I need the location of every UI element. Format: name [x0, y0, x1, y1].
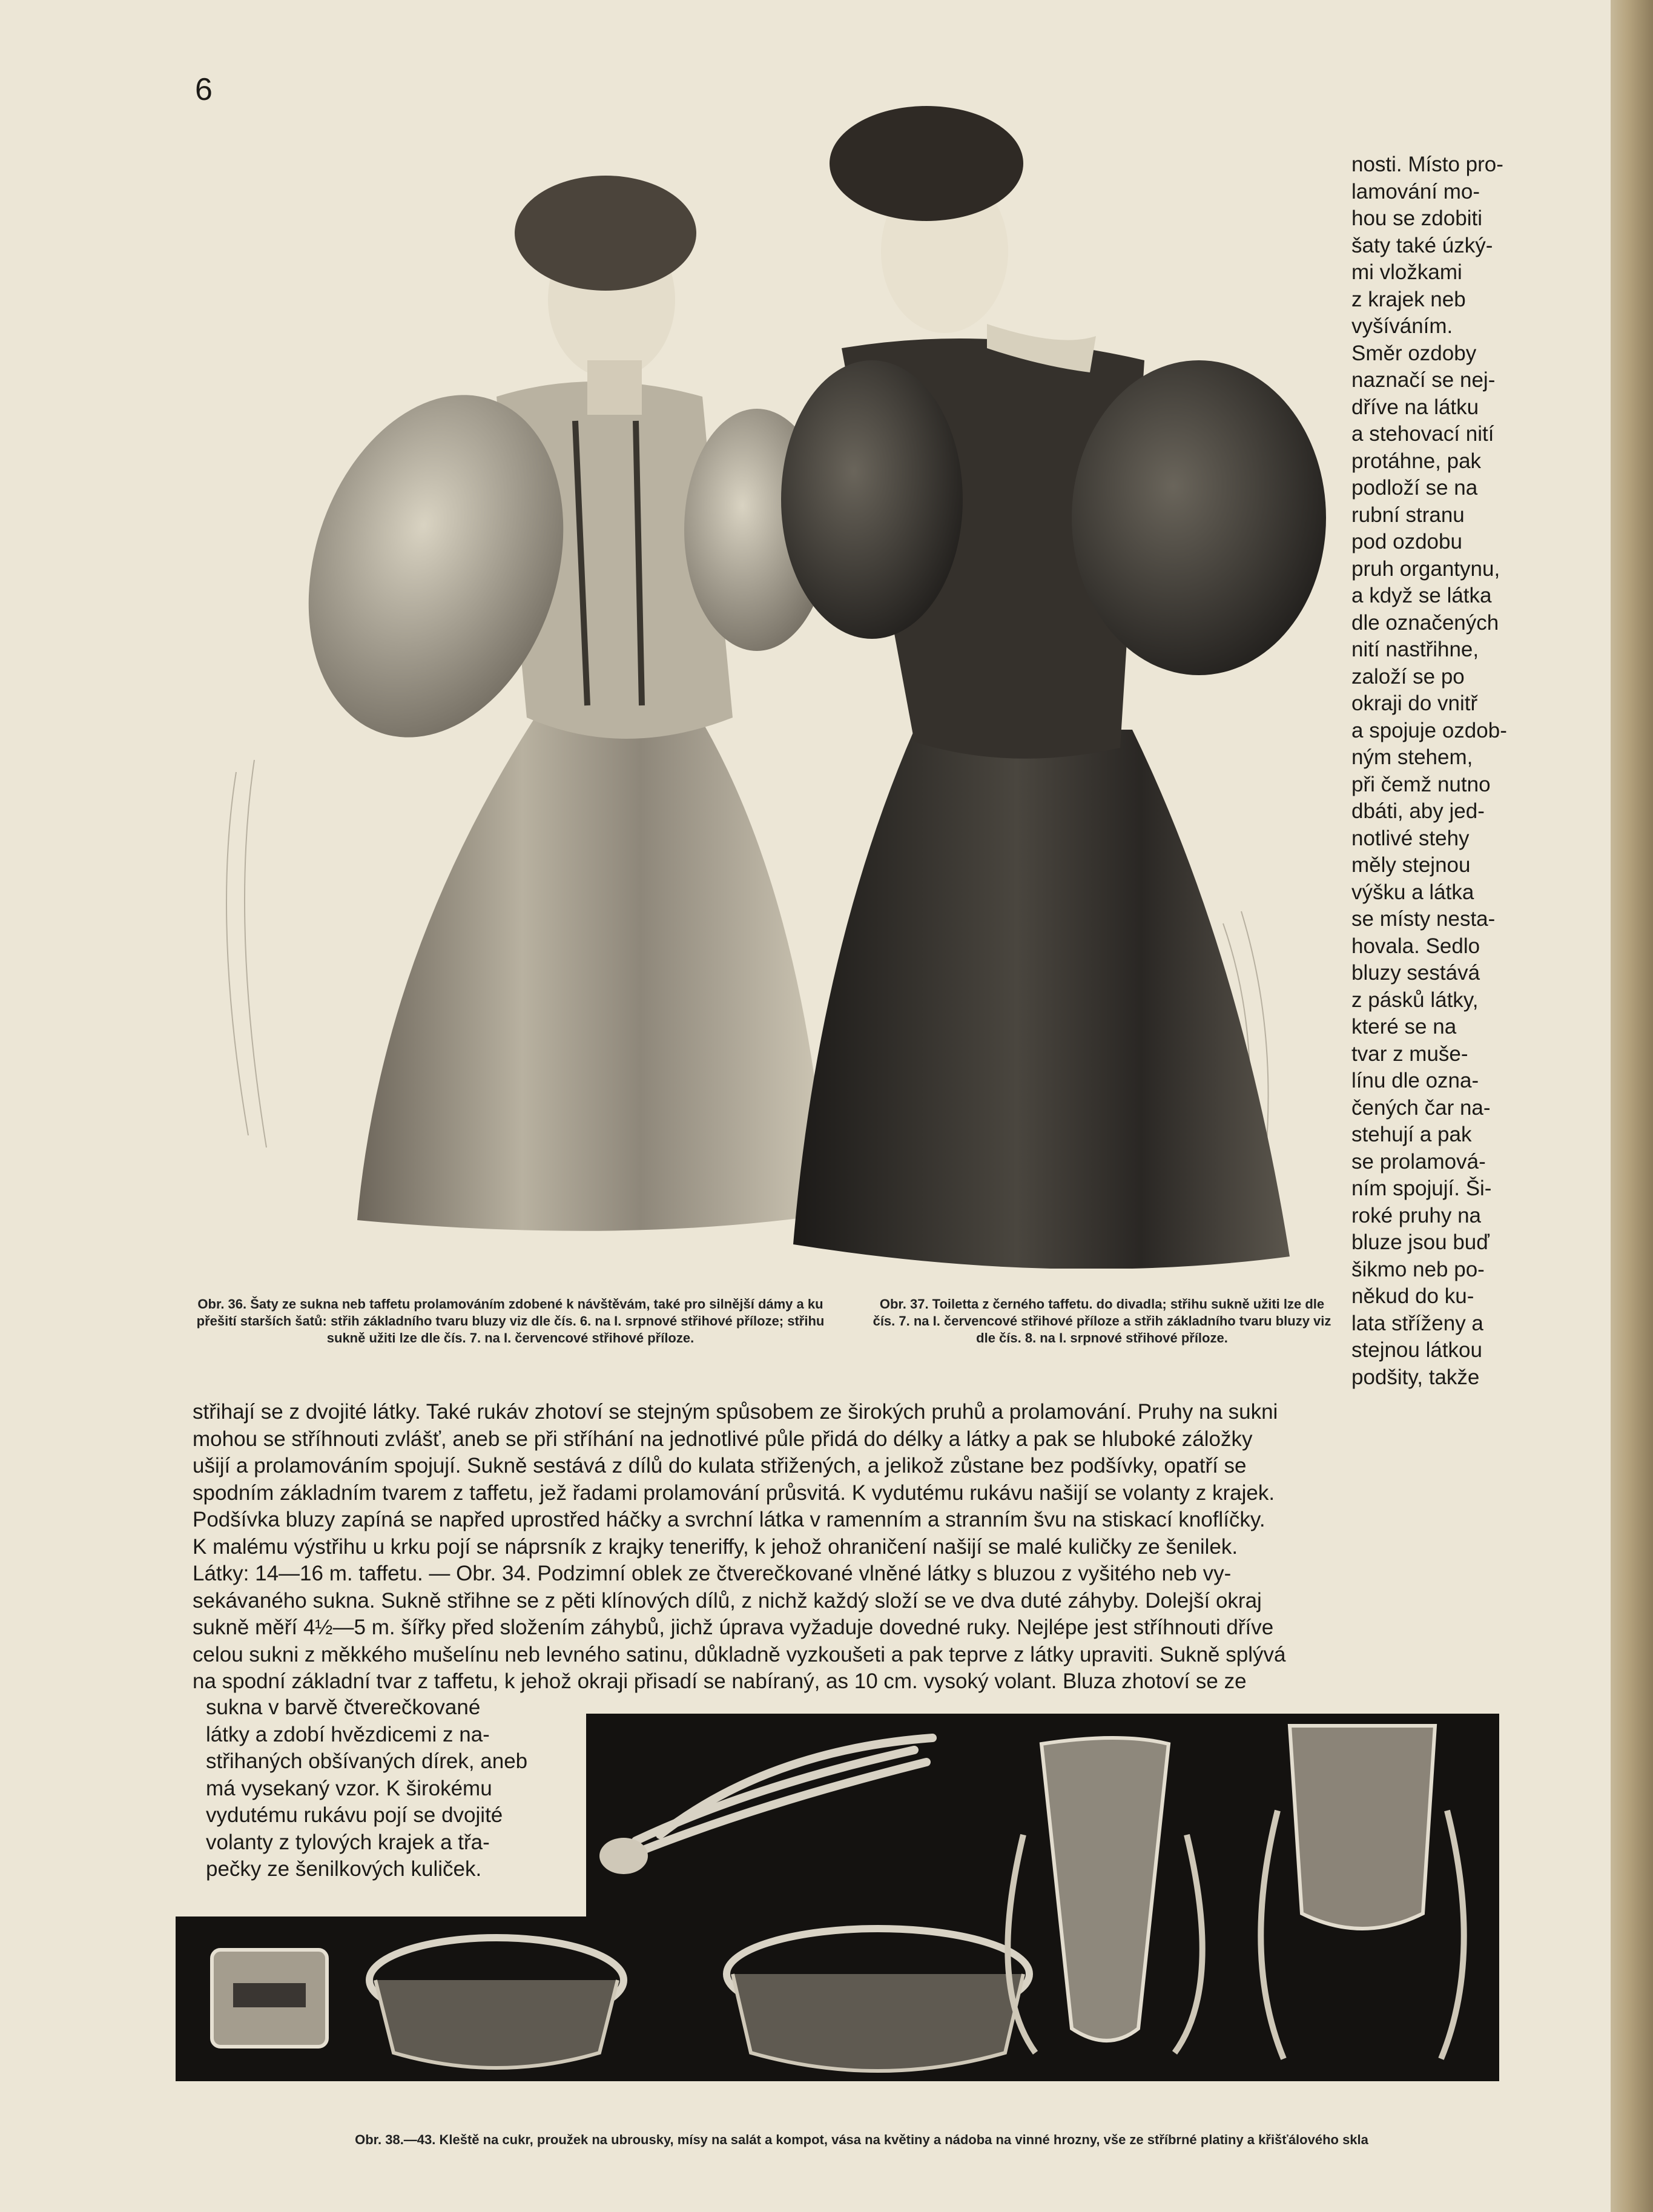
text-line: protáhne, pak — [1351, 449, 1482, 473]
text-line: mi vložkami — [1351, 260, 1462, 284]
text-line: bluzy sestává — [1351, 961, 1480, 985]
text-line: Látky: 14—16 m. taffetu. — Obr. 34. Podzimní oblek ze čtverečkované vlněné látky s bluzou z vyšitého neb vy- — [193, 1562, 1232, 1585]
text-line: hou se zdobiti — [1351, 206, 1482, 230]
text-line: sekávaného sukna. Sukně střihne se z pěti klínových dílů, z nichž každý složí se ve dva duté záhyby. Dolejší okraj — [193, 1588, 1262, 1613]
body-text — [193, 1399, 1525, 1695]
text-line: mohou se stříhnouti zvlášť, aneb se při stříhání na jednotlivé půle přidá do délky a látky a pak se hluboké záložky — [193, 1427, 1253, 1451]
text-line: látky a zdobí hvězdicemi z na- — [206, 1722, 490, 1746]
text-line: šikmo neb po- — [1351, 1257, 1485, 1281]
flower-vase-illustration — [1041, 1738, 1169, 2041]
text-line: má vysekaný vzor. K širokému — [206, 1776, 492, 1800]
side-column-text — [1351, 151, 1533, 1391]
caption-fig-38-43: Obr. 38.—43. Kleště na cukr, proužek na ubrousky, mísy na salát a kompot, vása na květiny a nádoba na vinné hrozny, vše ze stříbrné platiny a křišťálového skla — [355, 2132, 1368, 2147]
text-line: nití nastřihne, — [1351, 638, 1479, 661]
text-line: pruh organtynu, — [1351, 556, 1500, 581]
text-line: vyšíváním. — [1351, 314, 1453, 338]
text-line: naznačí se nej- — [1351, 368, 1496, 392]
text-line: K malému výstřihu u krku pojí se náprsník z krajky teneriffy, k jehož ohraničení našijí se malé kuličky ze šenilek. — [193, 1534, 1238, 1559]
text-line: čených čar na- — [1351, 1095, 1491, 1120]
text-line: měly stejnou — [1351, 853, 1471, 877]
text-line: roké pruhy na — [1351, 1203, 1482, 1227]
text-line: na spodní základní tvar z taffetu, k jehož okraji přisadí se nabíraný, as 10 cm. vysoký volant. Bluza zhotoví se ze — [193, 1669, 1247, 1693]
text-line: Směr ozdoby — [1351, 341, 1477, 365]
text-line: ušijí a prolamováním spojují. Sukně sestává z dílů do kulata střižených, a jelikož zůstane bez podšívky, opatří se — [193, 1454, 1247, 1477]
text-line: se místy nesta- — [1351, 907, 1496, 931]
text-line: pečky ze šenilkových kuliček. — [206, 1857, 482, 1881]
text-line: šaty také úzký- — [1351, 233, 1493, 257]
text-line: střihaných obšívaných dírek, aneb — [206, 1749, 528, 1773]
sugar-tongs-illustration — [636, 1738, 932, 1853]
text-line: střihají se z dvojité látky. Také rukáv zhotoví se stejným spůsobem ze širokých pruhů a prolamování. Pruhy na sukni — [193, 1400, 1278, 1424]
text-line: ním spojují. Ši- — [1351, 1177, 1492, 1200]
text-line: hovala. Sedlo — [1351, 934, 1480, 958]
text-line: ným stehem, — [1351, 745, 1473, 769]
page-number: 6 — [195, 72, 213, 107]
text-line: při čemž nutno — [1351, 772, 1491, 796]
text-line: spodním základním tvarem z taffetu, jež řadami prolamování průsvitá. K vydutému rukávu našijí se volanty z krajek. — [193, 1481, 1275, 1505]
text-line: lata stříženy a — [1351, 1311, 1483, 1335]
text-line: z pásků látky, — [1351, 988, 1479, 1012]
text-line: tvar z muše- — [1351, 1042, 1468, 1066]
text-line: nosti. Místo pro- — [1351, 153, 1503, 176]
silverware-photo — [176, 1714, 1499, 2081]
grape-vessel-illustration — [1290, 1726, 1435, 1929]
text-line: z krajek neb — [1351, 287, 1466, 311]
text-line: volanty z tylových krajek a třa- — [206, 1830, 490, 1854]
text-line: bluze jsou buď — [1351, 1230, 1490, 1254]
book-spine-edge — [1611, 0, 1653, 2212]
text-line: lamování mo- — [1351, 179, 1480, 203]
text-line: stehují a pak — [1351, 1123, 1472, 1146]
text-line: vydutému rukávu pojí se dvojité — [206, 1803, 503, 1827]
text-line: sukna v barvě čtverečkované — [206, 1695, 481, 1719]
text-line: okraji do vnitř — [1351, 692, 1478, 715]
text-line: dle označených — [1351, 610, 1499, 635]
text-line: někud do ku- — [1351, 1284, 1474, 1308]
fashion-illustration — [200, 106, 1332, 1269]
text-line: línu dle ozna- — [1351, 1069, 1479, 1092]
text-line: stejnou látkou — [1351, 1338, 1482, 1362]
caption-fig-37: Obr. 37. Toiletta z černého taffetu. do divadla; střihu sukně užiti lze dle čís. 7. na I. červencové střihové příloze a střih základního tvaru bluzy viz dle čís. 8. na I. srpnové střihové příloze. — [873, 1296, 1331, 1345]
text-line: pod ozdobu — [1351, 530, 1462, 553]
text-line: dříve na látku — [1351, 395, 1479, 419]
salad-bowl-illustration — [375, 1980, 618, 2068]
text-line: celou sukni z měkkého mušelínu neb levného satinu, důkladně vyzkoušeti a pak teprve z látky upraviti. Sukně splývá — [193, 1642, 1286, 1666]
text-line: dbáti, aby jed- — [1351, 799, 1485, 823]
text-line: a stehovací nití — [1351, 422, 1494, 446]
text-line: notlivé stehy — [1351, 826, 1470, 850]
text-line: podloží se na — [1351, 476, 1478, 500]
compote-bowl-illustration — [733, 1974, 1023, 2071]
text-line: rubní stranu — [1351, 503, 1465, 527]
text-line: a když se látka — [1351, 584, 1492, 607]
text-line: sukně měří 4½—5 m. šířky před složením záhybů, jichž úprava vyžaduje dovedné ruky. Nejlépe jest stříhnouti dříve — [193, 1616, 1274, 1639]
text-line: které se na — [1351, 1015, 1457, 1038]
text-line: a spojuje ozdob- — [1351, 718, 1507, 742]
text-line: se prolamová- — [1351, 1149, 1486, 1174]
text-line: založí se po — [1351, 664, 1465, 688]
text-line: podšity, takže — [1351, 1365, 1480, 1389]
text-line: Podšívka bluzy zapíná se napřed uprostřed háčky a svrchní látka v ramenním a stranním švu na stiskací knoflíčky. — [193, 1508, 1265, 1531]
text-line: výšku a látka — [1351, 880, 1474, 904]
caption-fig-36: Obr. 36. Šaty ze sukna neb taffetu prolamováním zdobené k návštěvám, také pro silnější dámy a ku přešití starších šatů: střih základního tvaru bluzy viz dle čís. 6. na I. srpnové střihové příloze; střihu sukně užiti lze dle čís. 7. na I. červencové střihové příloze. — [196, 1296, 825, 1345]
